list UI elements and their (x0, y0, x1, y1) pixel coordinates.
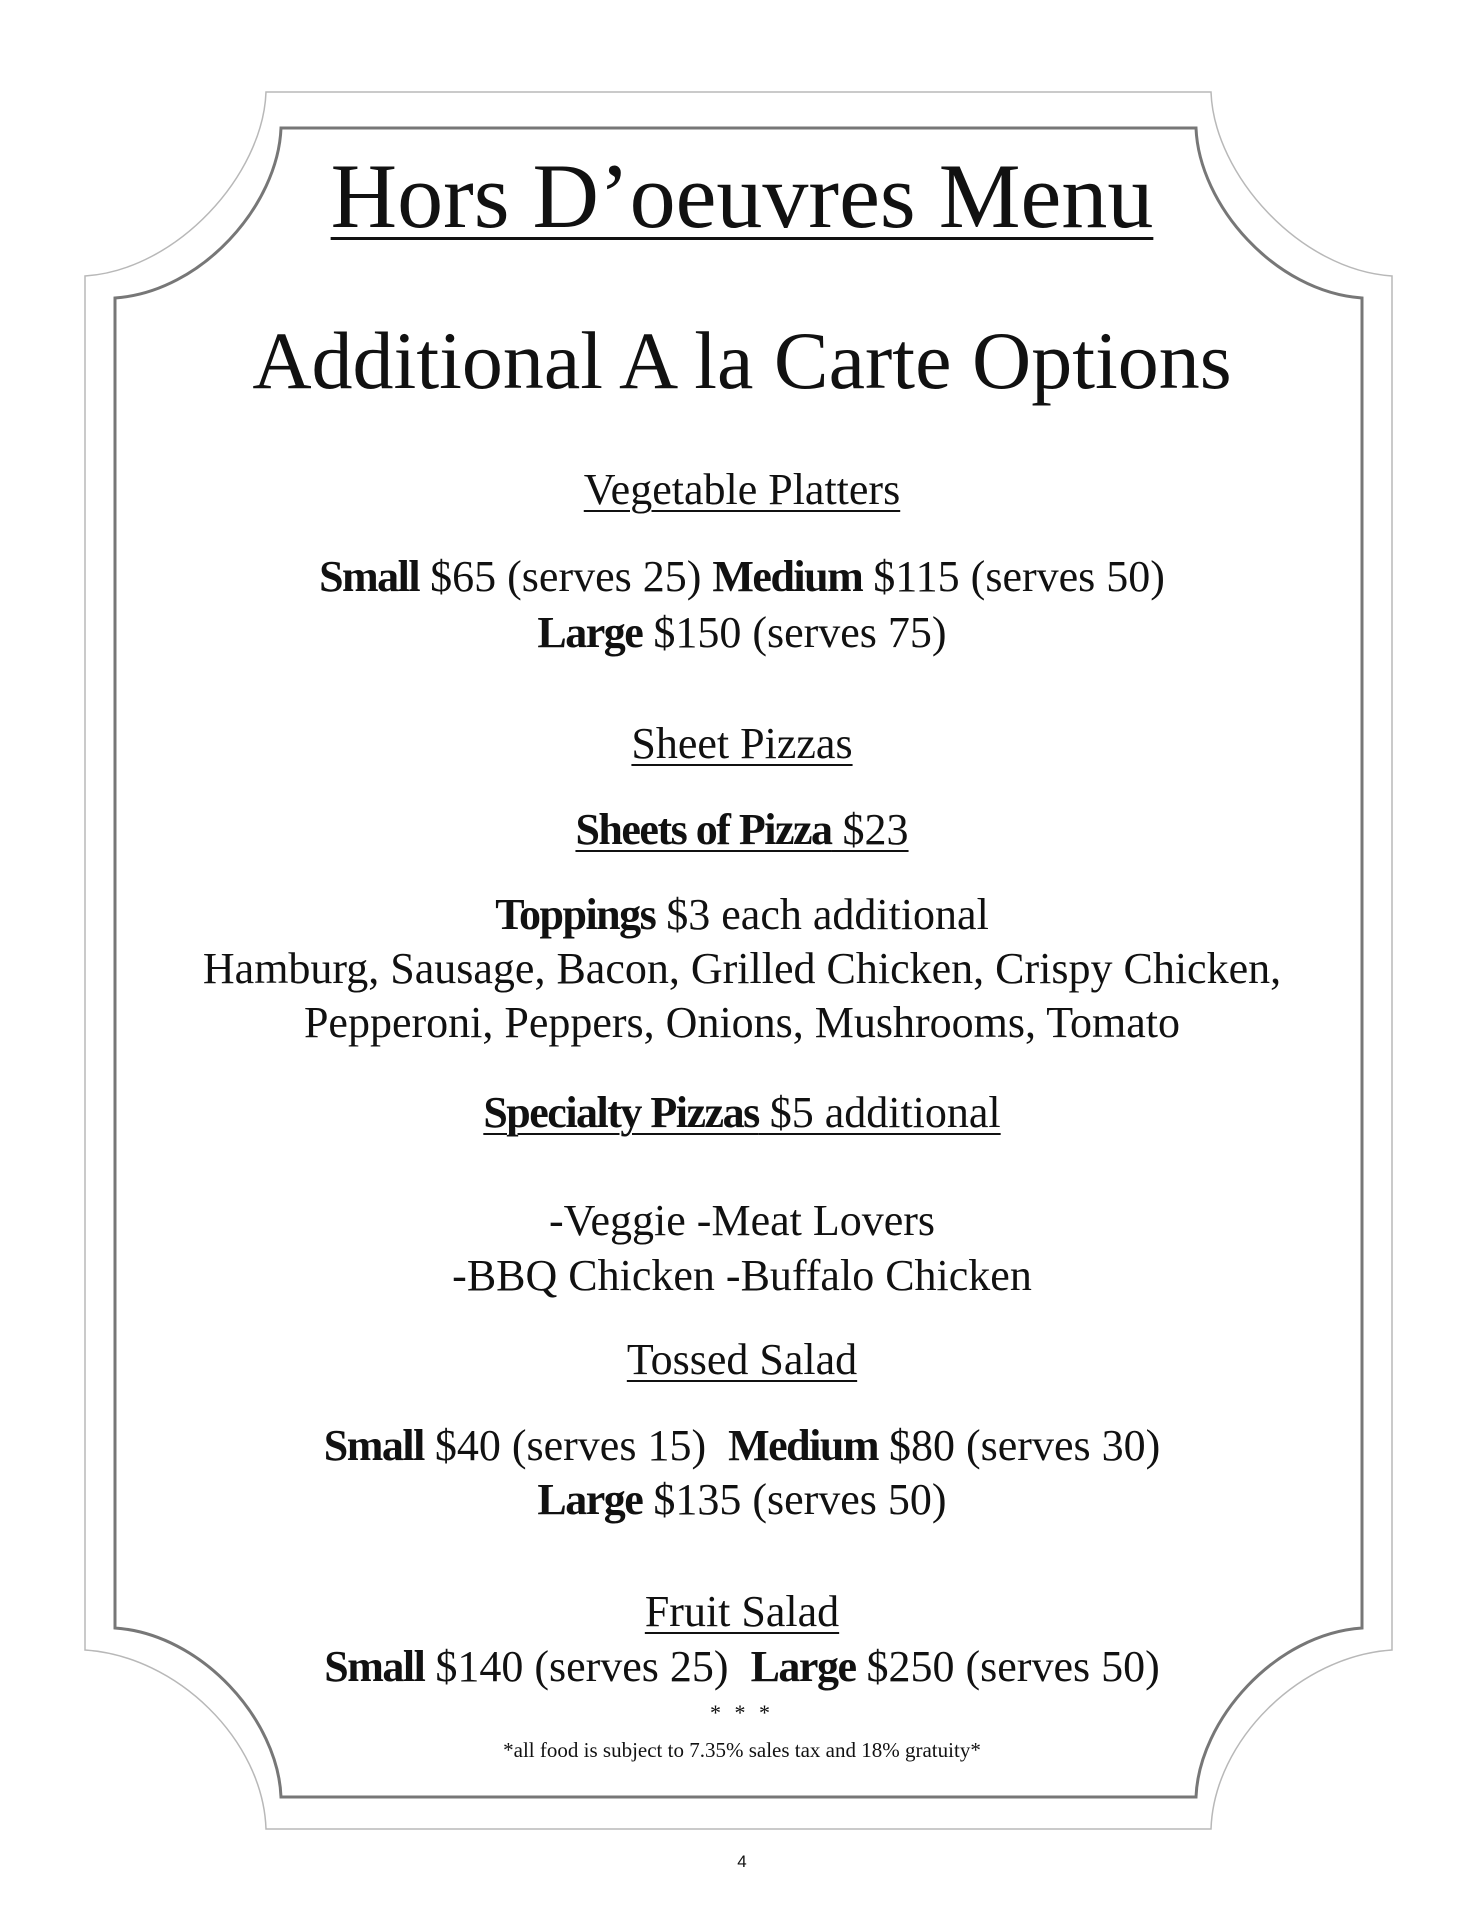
vegetable-platters-sizes-line-2 (0, 608, 1484, 657)
size-label-large: Large (537, 608, 643, 657)
tossed-salad-sizes-line-2 (0, 1475, 1484, 1524)
tax-gratuity-footnote: *all food is subject to 7.35% sales tax and 18% gratuity* (503, 1738, 981, 1762)
size-text-large: $150 (serves 75) (642, 608, 947, 657)
toppings-list-line-2: Pepperoni, Peppers, Onions, Mushrooms, Tomato (303, 998, 1181, 1047)
sheets-of-pizza-price: $23 (831, 805, 909, 854)
specialty-pizzas-label: Specialty Pizzas (483, 1088, 759, 1137)
size-label-medium: Medium (712, 552, 863, 601)
sheets-of-pizza-line (0, 805, 1484, 854)
specialty-pizzas-line (0, 1088, 1484, 1137)
size-label-large: Large (750, 1642, 856, 1691)
page-number: 4 (737, 1852, 747, 1871)
toppings-label: Toppings (495, 890, 656, 939)
size-text-small: $140 (serves 25) (424, 1642, 751, 1691)
fruit-salad-sizes-line (0, 1642, 1484, 1691)
size-label-small: Small (323, 1421, 424, 1470)
sheets-of-pizza-label: Sheets of Pizza (575, 805, 832, 854)
size-label-small: Small (319, 552, 420, 601)
toppings-line (0, 890, 1484, 939)
toppings-text: $3 each additional (655, 890, 989, 939)
specialty-list-line-1: -Veggie -Meat Lovers (548, 1196, 936, 1245)
size-text-large: $250 (serves 50) (855, 1642, 1160, 1691)
page-subtitle: Additional A la Carte Options (252, 315, 1232, 406)
toppings-list-line-1: Hamburg, Sausage, Bacon, Grilled Chicken, Crispy Chicken, (202, 944, 1282, 993)
size-text-small: $65 (serves 25) (419, 552, 713, 601)
stars-separator: * * * (710, 1700, 774, 1725)
specialty-pizzas-text: $5 additional (758, 1088, 1001, 1137)
vegetable-platters-sizes-line-1 (0, 552, 1484, 601)
size-text-medium: $80 (serves 30) (877, 1421, 1161, 1470)
vegetable-platters-heading: Vegetable Platters (583, 465, 901, 514)
size-text-large: $135 (serves 50) (642, 1475, 947, 1524)
sheet-pizzas-heading: Sheet Pizzas (631, 719, 853, 768)
tossed-salad-sizes-line-1 (0, 1421, 1484, 1470)
size-label-small: Small (324, 1642, 425, 1691)
tossed-salad-heading: Tossed Salad (626, 1335, 858, 1384)
size-label-medium: Medium (728, 1421, 878, 1470)
fruit-salad-heading: Fruit Salad (644, 1587, 840, 1636)
specialty-list-line-2: -BBQ Chicken -Buffalo Chicken (452, 1251, 1032, 1300)
size-text-medium: $115 (serves 50) (862, 552, 1165, 601)
page-title: Hors D’oeuvres Menu (330, 145, 1154, 247)
size-label-large: Large (537, 1475, 643, 1524)
size-text-small: $40 (serves 15) (423, 1421, 729, 1470)
